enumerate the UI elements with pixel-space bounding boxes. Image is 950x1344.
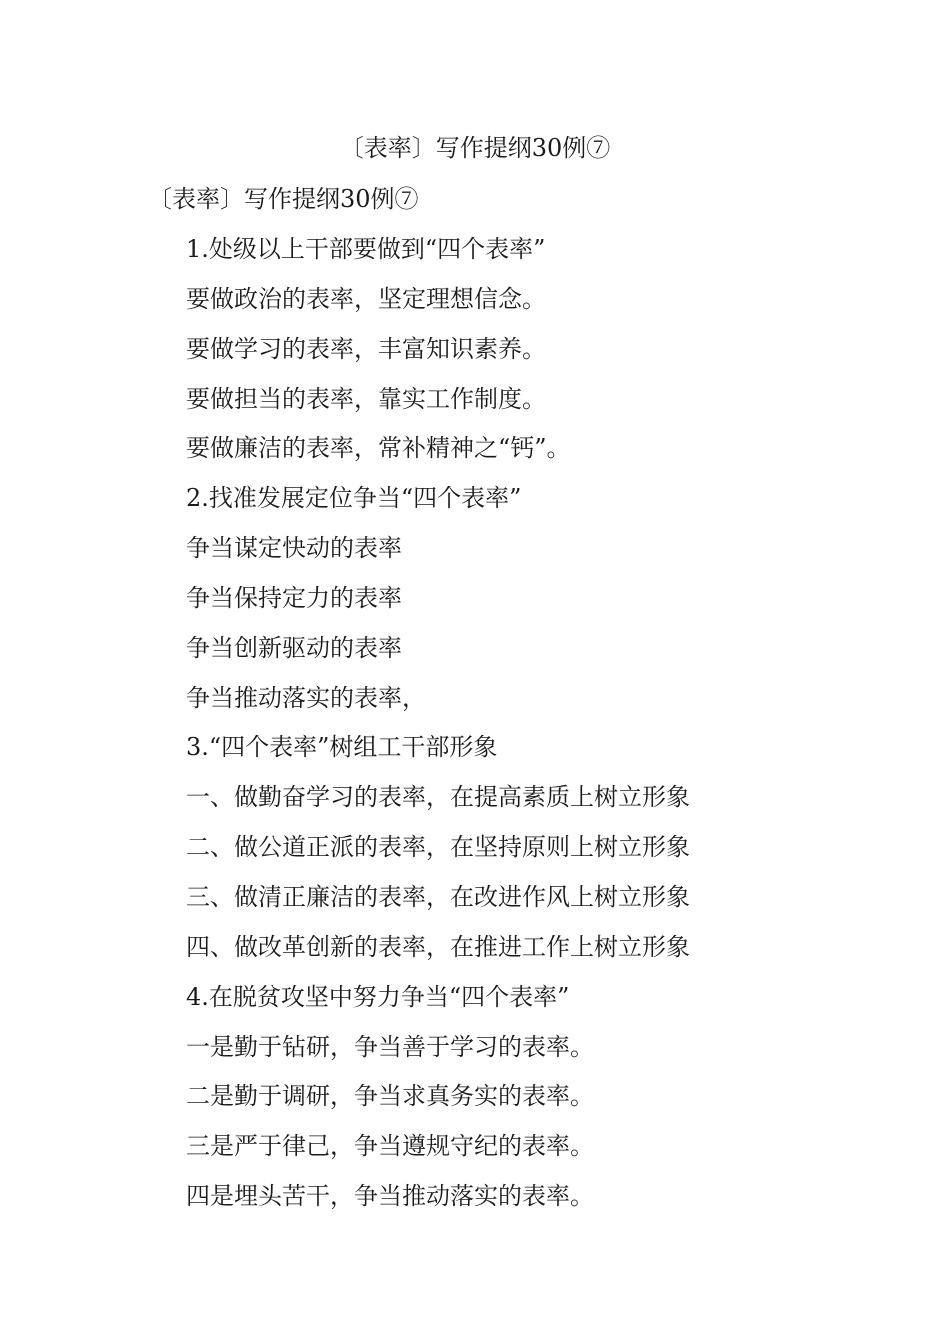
body-line: 四、做改革创新的表率，在推进工作上树立形象	[186, 932, 690, 961]
body-line: 一是勤于钻研，争当善于学习的表率。	[186, 1032, 594, 1061]
body-line: 争当谋定快动的表率	[186, 534, 402, 563]
body-line: 三是严于律己，争当遵规守纪的表率。	[186, 1132, 594, 1161]
body-line: 一、做勤奋学习的表率，在提高素质上树立形象	[186, 783, 690, 812]
document-body	[186, 231, 690, 1228]
section-heading-1: 1.处级以上干部要做到“四个表率”	[186, 235, 546, 263]
body-line: 四是埋头苦干，争当推动落实的表率。	[186, 1182, 594, 1211]
document-title: 〔表率〕写作提纲30例⑦	[339, 134, 611, 162]
body-line: 三、做清正廉洁的表率，在改进作风上树立形象	[186, 882, 690, 911]
body-line: 要做担当的表率，靠实工作制度。	[186, 384, 546, 413]
body-line: 争当保持定力的表率	[186, 583, 402, 612]
body-line: 要做学习的表率，丰富知识素养。	[186, 334, 546, 363]
body-line: 二、做公道正派的表率，在坚持原则上树立形象	[186, 833, 690, 862]
body-line: 二是勤于调研，争当求真务实的表率。	[186, 1082, 594, 1111]
body-line: 要做政治的表率，坚定理想信念。	[186, 284, 546, 313]
body-line: 争当推动落实的表率，	[186, 683, 426, 712]
body-line: 要做廉洁的表率，常补精神之“钙”。	[186, 434, 571, 463]
document-subtitle: 〔表率〕写作提纲30例⑦	[148, 185, 419, 213]
section-heading-3: 3.“四个表率”树组工干部形象	[186, 733, 498, 762]
body-line: 争当创新驱动的表率	[186, 633, 402, 662]
section-heading-2: 2.找准发展定位争当“四个表率”	[186, 484, 522, 513]
section-heading-4: 4.在脱贫攻坚中努力争当“四个表率”	[186, 982, 570, 1011]
